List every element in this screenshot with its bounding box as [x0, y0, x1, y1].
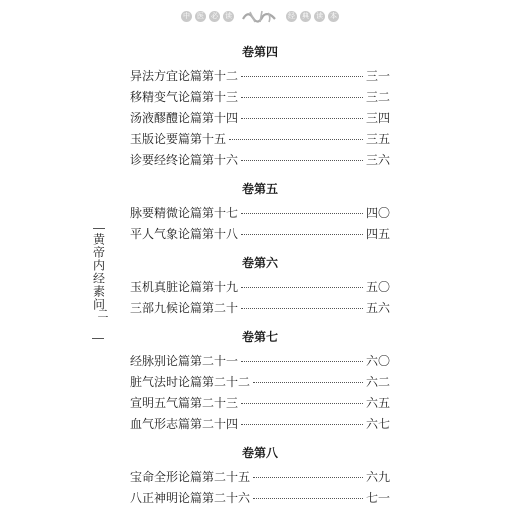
header-seal: 医	[197, 11, 204, 20]
entry-title: 八正神明论篇第二十六	[130, 491, 251, 505]
calligraphy-logo-icon	[240, 7, 280, 25]
entry-title: 汤液醪醴论篇第十四	[130, 111, 239, 125]
entry-title: 血气形志篇第二十四	[130, 417, 239, 431]
entry-page-number: 六二	[365, 375, 390, 389]
entry-title: 诊要经终论篇第十六	[130, 153, 239, 167]
dot-leader	[241, 361, 363, 362]
page-header	[0, 4, 520, 28]
dot-leader	[241, 287, 363, 288]
header-seal: 典	[302, 11, 309, 20]
entry-title: 平人气象论篇第十八	[130, 227, 239, 241]
header-right-seals	[286, 11, 339, 22]
entry-page-number: 五〇	[365, 280, 390, 294]
header-seal: 必	[211, 11, 218, 20]
entry-title: 脏气法时论篇第二十二	[130, 375, 251, 389]
dot-leader	[241, 308, 363, 309]
side-rule-bottom	[92, 338, 104, 339]
toc-entry[interactable]	[130, 488, 390, 509]
dot-leader	[241, 213, 363, 214]
entry-title: 宝命全形论篇第二十五	[130, 470, 251, 484]
toc-entry[interactable]	[130, 108, 390, 129]
volume-title: 卷第四	[241, 45, 278, 59]
toc-entry[interactable]	[130, 224, 390, 245]
dot-leader	[241, 234, 363, 235]
header-seal: 中	[183, 11, 190, 20]
dot-leader	[241, 97, 363, 98]
entry-page-number: 六〇	[365, 354, 390, 368]
entry-page-number: 五六	[365, 301, 390, 315]
volume-title: 卷第八	[241, 446, 278, 460]
toc-entry[interactable]	[130, 393, 390, 414]
toc-entry[interactable]	[130, 66, 390, 87]
entry-title: 三部九候论篇第二十	[130, 301, 239, 315]
entry-title: 经脉别论篇第二十一	[130, 354, 239, 368]
dot-leader	[241, 403, 363, 404]
dot-leader	[241, 118, 363, 119]
side-book-title	[92, 228, 106, 315]
book-title: 黄帝内经素问	[91, 233, 106, 311]
toc-entry[interactable]	[130, 203, 390, 224]
side-rule-top	[93, 228, 105, 229]
dot-leader	[229, 139, 363, 140]
entry-page-number: 六七	[365, 417, 390, 431]
entry-page-number: 四〇	[365, 206, 390, 220]
entry-page-number: 七一	[365, 491, 390, 505]
toc-entry[interactable]	[130, 129, 390, 150]
toc-entry[interactable]	[130, 414, 390, 435]
entry-page-number: 六五	[365, 396, 390, 410]
header-seal: 本	[330, 11, 337, 20]
entry-page-number: 三四	[365, 111, 390, 125]
dot-leader	[253, 382, 363, 383]
entry-page-number: 四五	[365, 227, 390, 241]
entry-page-number: 六九	[365, 470, 390, 484]
volume-title: 卷第六	[241, 256, 278, 270]
toc-entry[interactable]	[130, 277, 390, 298]
toc-entry[interactable]	[130, 467, 390, 488]
table-of-contents	[130, 40, 390, 509]
entry-title: 玉版论要篇第十五	[130, 132, 227, 146]
entry-page-number: 三一	[365, 69, 390, 83]
toc-entry[interactable]	[130, 150, 390, 171]
toc-entry[interactable]	[130, 87, 390, 108]
entry-title: 玉机真脏论篇第十九	[130, 280, 239, 294]
toc-entry[interactable]	[130, 372, 390, 393]
dot-leader	[253, 498, 363, 499]
entry-page-number: 三五	[365, 132, 390, 146]
volume-title: 卷第五	[241, 182, 278, 196]
dot-leader	[241, 160, 363, 161]
toc-entry[interactable]	[130, 351, 390, 372]
dot-leader	[241, 76, 363, 77]
entry-page-number: 三二	[365, 90, 390, 104]
header-left-seals	[181, 11, 234, 22]
toc-entry[interactable]	[130, 298, 390, 319]
entry-title: 异法方宜论篇第十二	[130, 69, 239, 83]
header-seal: 读	[316, 11, 323, 20]
entry-title: 宣明五气篇第二十三	[130, 396, 239, 410]
entry-page-number: 三六	[365, 153, 390, 167]
header-seal: 经	[288, 11, 295, 20]
volume-title: 卷第七	[241, 330, 278, 344]
entry-title: 脉要精微论篇第十七	[130, 206, 239, 220]
header-seal: 读	[225, 11, 232, 20]
dot-leader	[241, 424, 363, 425]
entry-title: 移精变气论篇第十三	[130, 90, 239, 104]
dot-leader	[253, 477, 363, 478]
page-number: 二	[96, 308, 109, 319]
